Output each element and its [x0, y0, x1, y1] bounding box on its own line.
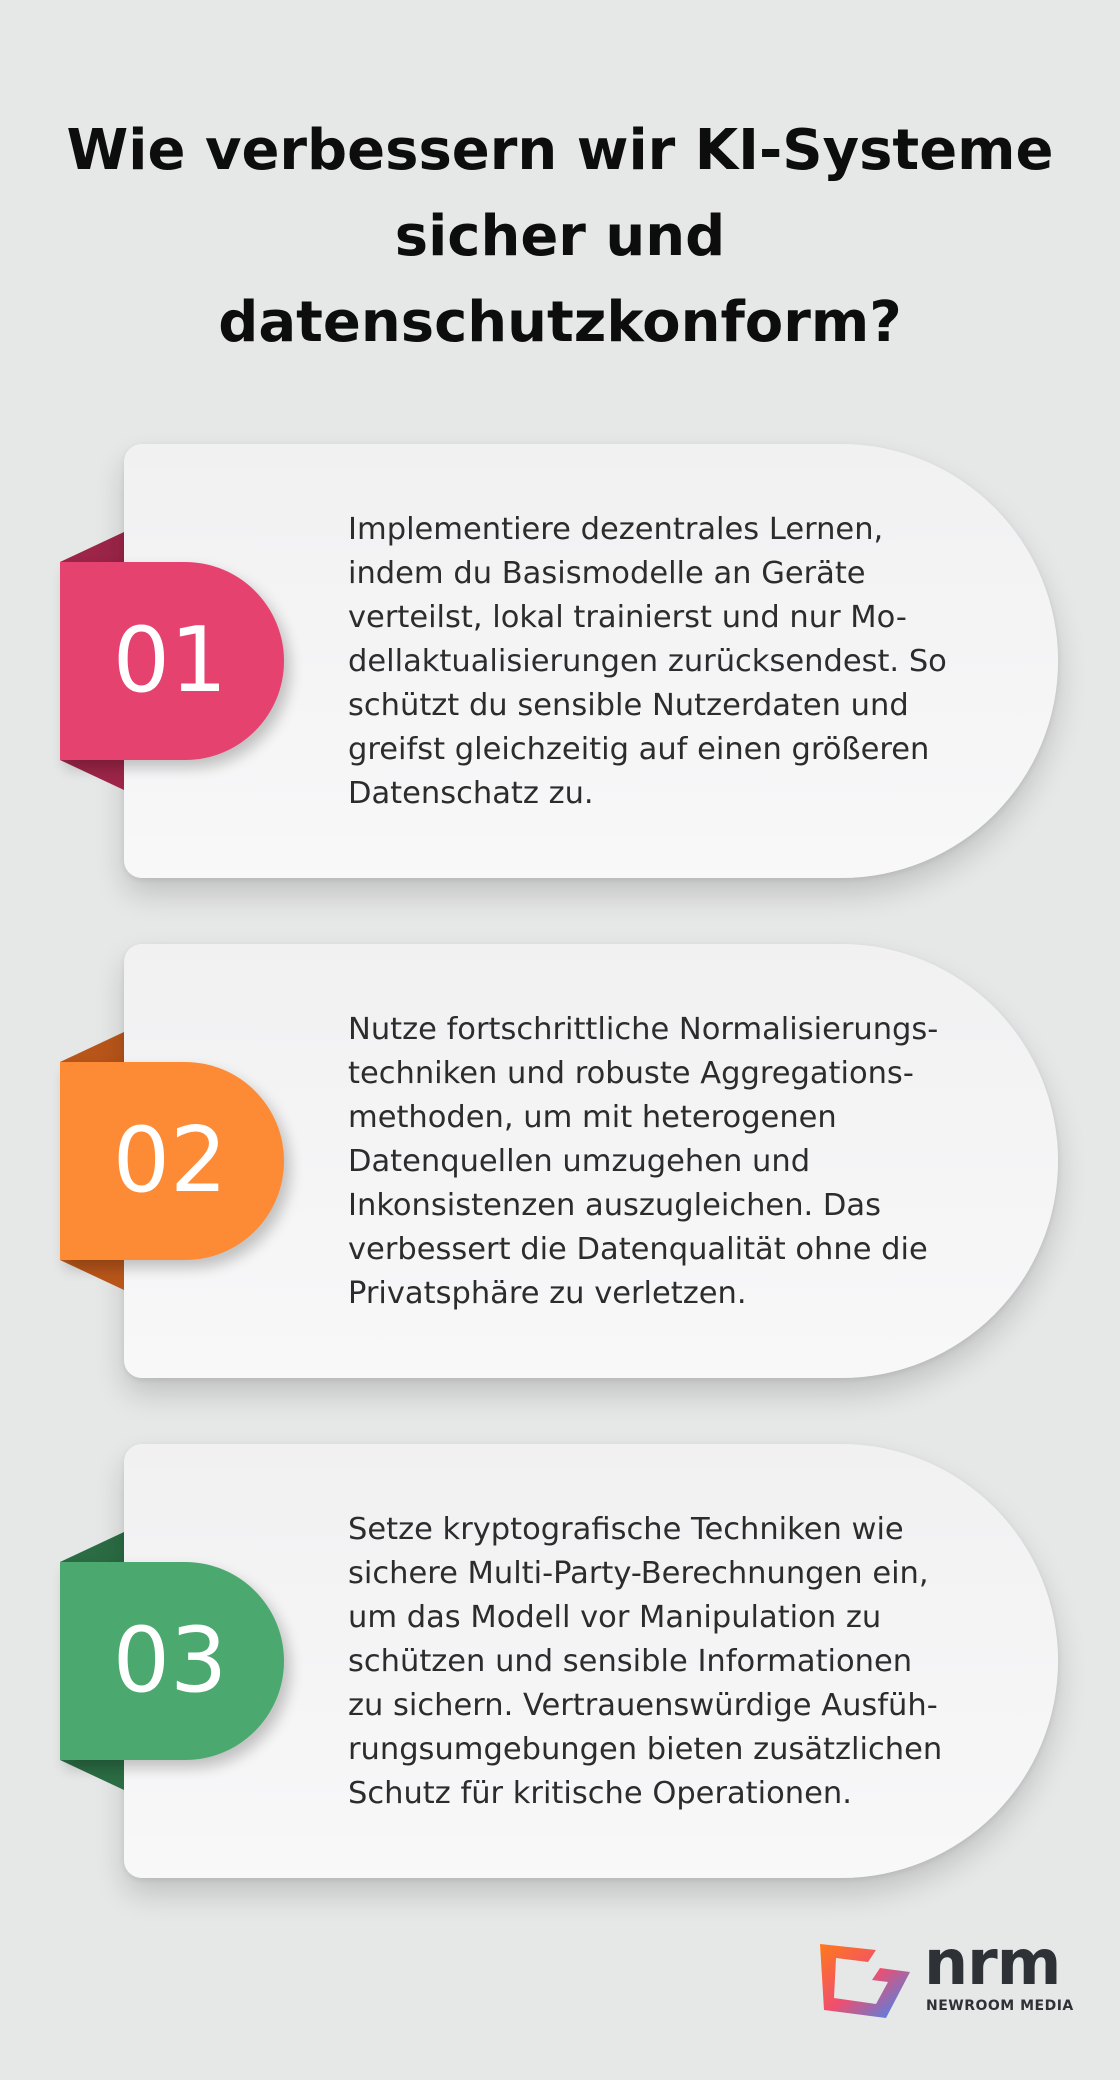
- step-description: [348, 1008, 948, 1316]
- logo-mark-icon: [816, 1938, 916, 2022]
- step-card-1: [0, 444, 1120, 884]
- logo-subtitle: NEWROOM MEDIA: [926, 1998, 1074, 2014]
- description-line: Setze kryptografische Techniken wie: [348, 1512, 904, 1547]
- description-line: greifst gleichzeitig auf einen größeren: [348, 732, 930, 767]
- step-description: [348, 1508, 948, 1816]
- logo-wordmark: nrm: [924, 1926, 1061, 1999]
- description-line: verbessert die Datenqualität ohne die: [348, 1232, 928, 1267]
- step-description: [348, 508, 948, 816]
- description-line: indem du Basismodelle an Geräte: [348, 556, 866, 591]
- step-card-2: [0, 944, 1120, 1384]
- page-title: [40, 108, 1080, 366]
- description-line: Schutz für kritische Operationen.: [348, 1776, 852, 1811]
- ribbon-fold-bottom: [60, 760, 124, 790]
- ribbon-fold-top: [60, 1032, 124, 1062]
- description-line: schützen und sensible Informationen: [348, 1644, 913, 1679]
- step-number: 02: [112, 1108, 228, 1213]
- description-line: Implementiere dezentrales Lernen,: [348, 512, 884, 547]
- description-line: Datenschatz zu.: [348, 776, 594, 811]
- description-line: zu sichern. Vertrauenswürdige Ausfüh-: [348, 1688, 938, 1723]
- description-line: rungsumgebungen bieten zusätzlichen: [348, 1732, 943, 1767]
- ribbon-fold-bottom: [60, 1260, 124, 1290]
- description-line: dellaktualisierungen zurücksendest. So: [348, 644, 947, 679]
- description-line: Datenquellen umzugehen und: [348, 1144, 811, 1179]
- title-line: Wie verbessern wir KI-Systeme: [66, 118, 1054, 183]
- step-number: 03: [112, 1608, 228, 1713]
- step-card-3: [0, 1444, 1120, 1884]
- description-line: um das Modell vor Manipulation zu: [348, 1600, 882, 1635]
- description-line: Inkonsistenzen auszugleichen. Das: [348, 1188, 881, 1223]
- description-line: methoden, um mit heterogenen: [348, 1100, 837, 1135]
- description-line: techniken und robuste Aggregations-: [348, 1056, 914, 1091]
- description-line: Privatsphäre zu verletzen.: [348, 1276, 747, 1311]
- step-number: 01: [112, 608, 228, 713]
- title-line: sicher und: [394, 204, 726, 269]
- ribbon-fold-top: [60, 532, 124, 562]
- ribbon-fold-bottom: [60, 1760, 124, 1790]
- description-line: schützt du sensible Nutzerdaten und: [348, 688, 909, 723]
- description-line: verteilst, lokal trainierst und nur Mo-: [348, 600, 907, 635]
- title-line: datenschutzkonform?: [218, 290, 902, 355]
- ribbon-fold-top: [60, 1532, 124, 1562]
- description-line: Nutze fortschrittliche Normalisierungs-: [348, 1012, 939, 1047]
- description-line: sichere Multi-Party-Berechnungen ein,: [348, 1556, 929, 1591]
- brand-logo: [816, 1926, 1074, 2022]
